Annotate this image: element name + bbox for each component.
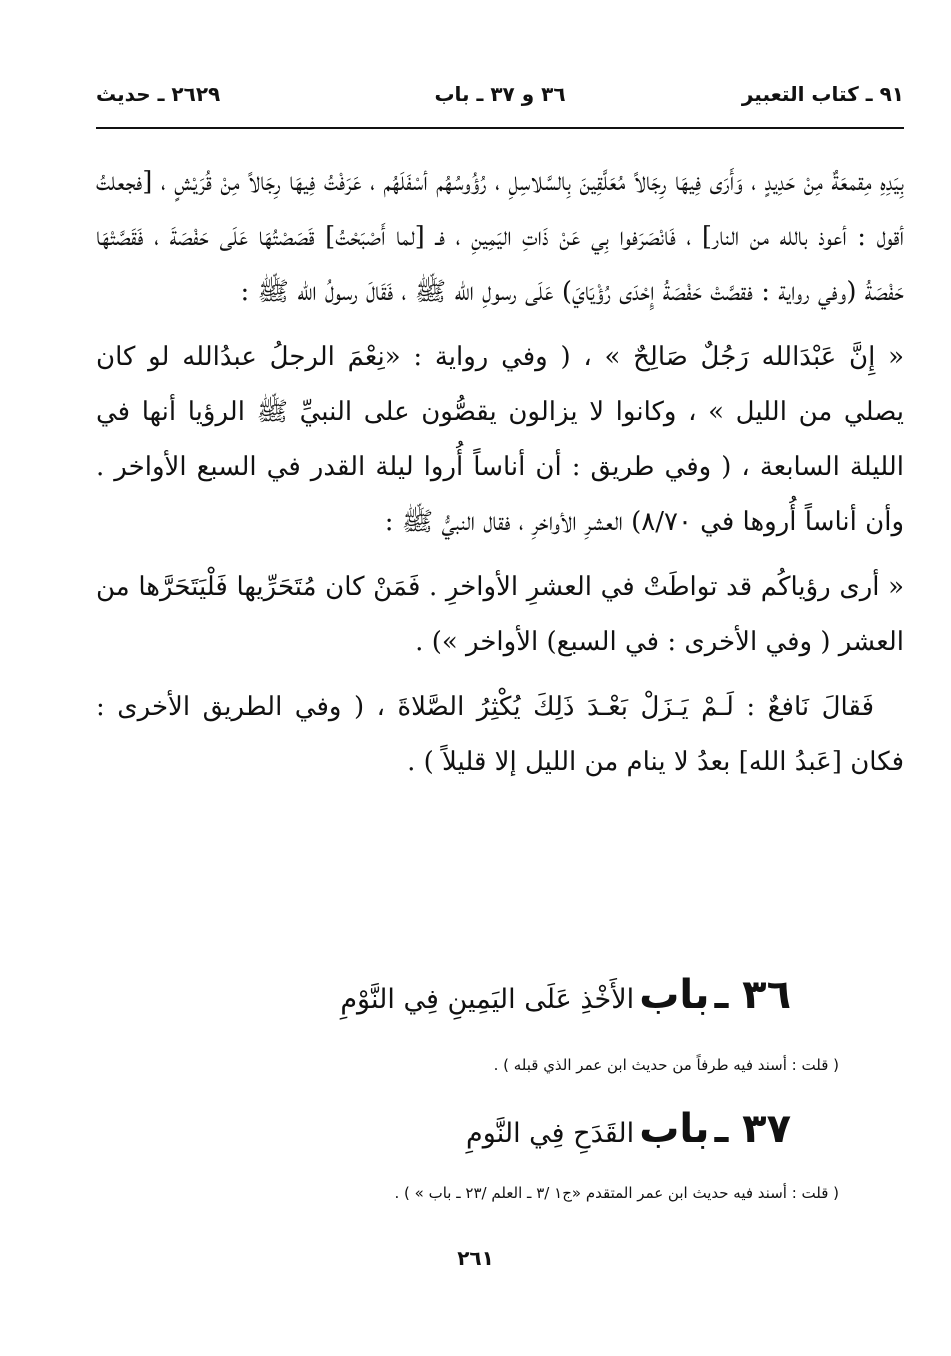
chapter-title: الأَخْذِ عَلَى اليَمِينِ فِي النَّوْمِ	[340, 984, 635, 1015]
chapter-note-37: ( قلت : أسند فيه حديث ابن عمر المتقدم «ج١ /٣ ـ العلم /٢٣ ـ باب » ) .	[394, 1184, 839, 1202]
chapter-bab-word: باب	[639, 972, 710, 1018]
header-hadith-number: ٢٦٢٩ ـ حديث	[96, 82, 221, 106]
chapter-title: القَدَحِ فِي النَّومِ	[466, 1118, 635, 1149]
header-book-title: ٩١ ـ كتاب التعبير	[741, 82, 904, 106]
paragraph-prophet-saying: « إِنَّ عَبْدَالله رَجُلٌ صَالِحٌ » ، ( وفي رواية : «نِعْمَ الرجلُ عبدُالله لو كان يصلي من الليل » ، وكانوا لا يزالون يقصُّون على النبيِّ ﷺ الرؤيا أنها في الليلة السابعة ، ( وفي طريق : أن أناساً أُروا ليلة القدر في السبع الأواخر . وأن أناساً أُروها في ٨/٧٠) العشرِ الأواخرِ ، فقال النبيُّ ﷺ :	[96, 342, 904, 537]
chapter-number: ٣٧ ـ	[714, 1106, 791, 1152]
paragraph-last-ten-nights: « أرى رؤياكُم قد تواطَتْ في العشرِ الأواخرِ . فَمَنْ كان مُتَحَرِّيها فَلْيَتَحَرَّها من العشر ( وفي الأخرى : في السبع) الأواخر ») .	[96, 572, 904, 657]
paragraph-nafi-remark: فَقالَ نَافعٌ : لَـمْ يَـزَلْ بَعْـدَ ذَلِكَ يُكْثِرُ الصَّلاةَ ، ( وفي الطريق الأخرى : فكان [عَبدُ الله] بعدُ لا ينام من الليل إلا قليلاً ) .	[96, 692, 904, 777]
running-header	[96, 82, 904, 122]
chapter-number: ٣٦ ـ	[714, 972, 791, 1018]
page-number: ٢٦١	[457, 1246, 494, 1270]
header-chapter-range: ٣٦ و ٣٧ ـ باب	[434, 82, 566, 106]
chapter-bab-word: باب	[639, 1106, 710, 1152]
paragraph-dream-narration: بِيَدِهِ مِقمعَةٌ مِنْ حَدِيدٍ ، وَأَرَى فِيهَا رِجَالاً مُعَلَّقِينَ بِالسَّلاسِلِ ، رُؤُوسُهُم أسْفَلَهُم ، عَرَفْتُ فِيهَا رِجَالاً مِنْ قُرَيْشٍ ، [فجعلتُ أقول : أعوذ بالله من النار] ، فَانْصَرَفوا بِي عَنْ ذَاتِ اليَمِينِ ، فـ [لما أَصْبَحْتُ] قَصَصْتُهَا عَلَى حَفْصَةَ ، فَقَصَّتْهَا حَفْصَةُ (وفي رواية : فقصَّتْ حَفْصَةُ إِحْدَى رُؤْيَايَ) عَلَى رسولِ الله ﷺ ، فَقَالَ رسولُ الله ﷺ :	[96, 167, 904, 307]
chapter-heading-37	[466, 1106, 791, 1152]
header-divider	[96, 127, 904, 129]
main-text	[96, 155, 904, 790]
chapter-note-36: ( قلت : أسند فيه طرفاً من حديث ابن عمر الذي قبله ) .	[493, 1056, 839, 1074]
chapter-heading-36	[340, 972, 791, 1018]
